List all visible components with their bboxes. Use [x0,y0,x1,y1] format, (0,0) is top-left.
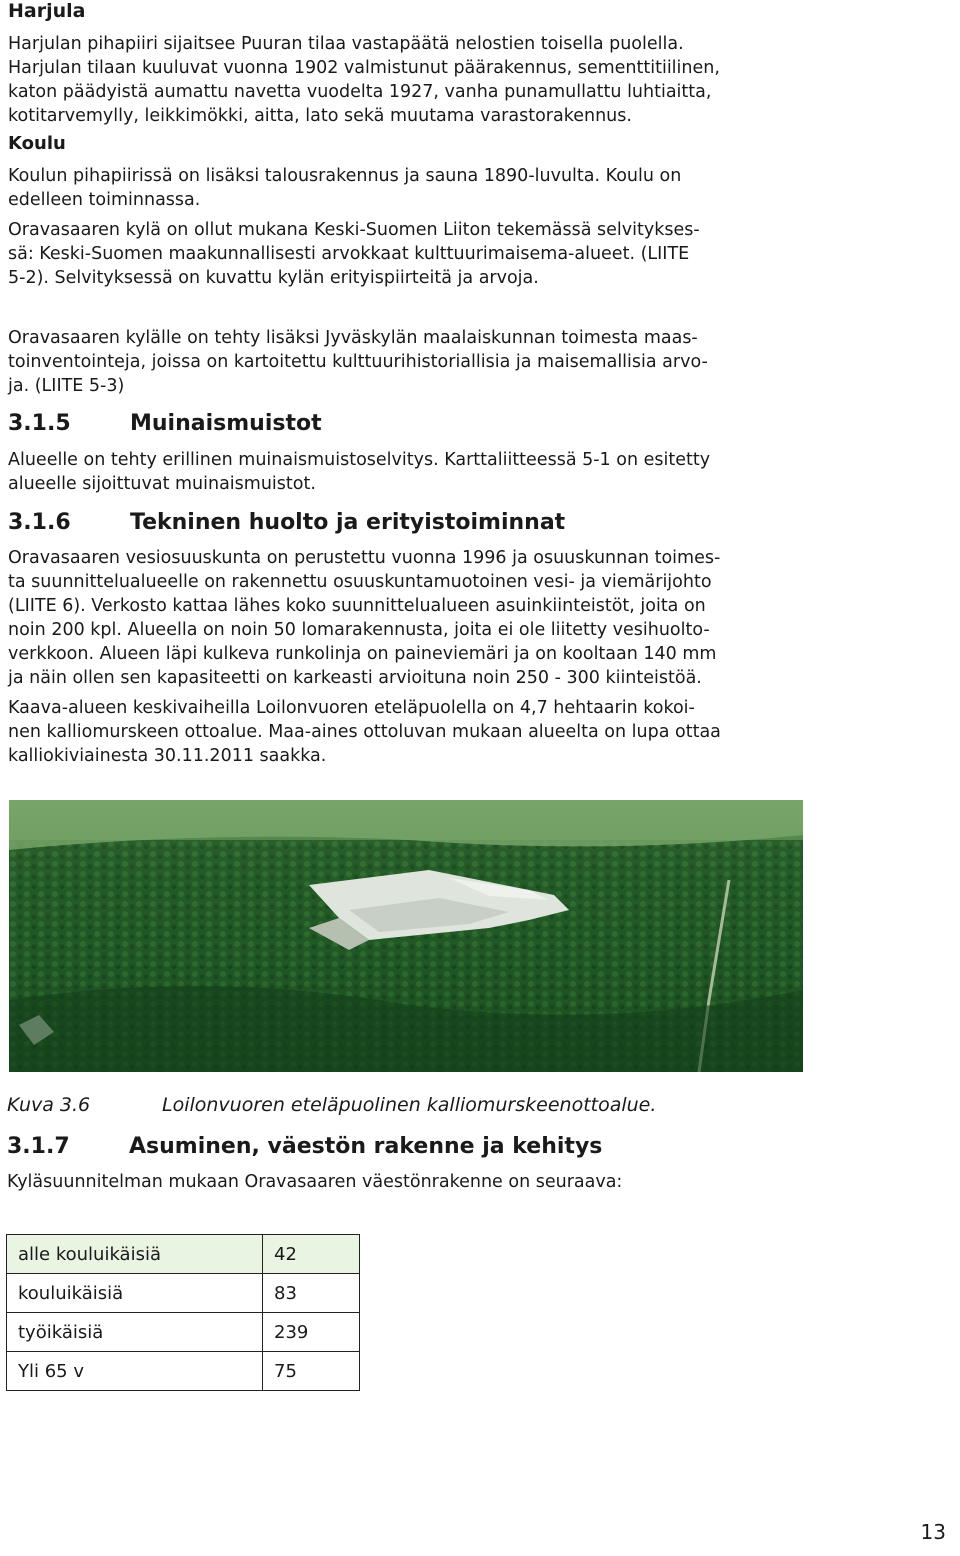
paragraph-harjula [8,32,828,128]
text-line: (LIITE 6). Verkosto kattaa lähes koko suunnittelualueen asuinkiinteistöt, joita on [8,596,706,616]
aerial-photo [9,800,803,1072]
text-line: nen kalliomurskeen ottoalue. Maa-aines ottoluvan mukaan alueelta on lupa ottaa [8,722,721,742]
table-cell-group: kouluikäisiä [7,1274,263,1313]
table-cell-count: 75 [263,1352,360,1391]
population-table [6,1234,360,1391]
page-number: 13 [920,1520,946,1544]
text-line: 5-2). Selvityksessä on kuvattu kylän erityispiirteitä ja arvoja. [8,268,539,288]
table-cell-count: 239 [263,1313,360,1352]
text-line: Alueelle on tehty erillinen muinaismuistoselvitys. Karttaliitteessä 5-1 on esitetty [8,450,711,470]
section-title: Asuminen, väestön rakenne ja kehitys [129,1134,603,1159]
paragraph-muinaismuistot [8,448,828,496]
text-line: katon päädyistä aumattu navetta vuodelta 1927, vanha punamullattu luhtiaitta, [8,82,712,102]
text-line: Kaava-alueen keskivaiheilla Loilonvuoren eteläpuolella on 4,7 hehtaarin kokoi- [8,698,695,718]
text-line: kotitarvemylly, leikkimökki, aitta, lato sekä muutama varastorakennus. [8,106,632,126]
section-number: 3.1.6 [8,510,71,535]
table-cell-count: 83 [263,1274,360,1313]
text-line: kalliokiviainesta 30.11.2011 saakka. [8,746,327,766]
paragraph-inventointi [8,326,828,398]
figure-caption [7,1094,656,1116]
text-line: Harjulan pihapiiri sijaitsee Puuran tilaa vastapäätä nelostien toisella puolella. [8,34,684,54]
population-intro: Kyläsuunnitelman mukaan Oravasaaren väestönrakenne on seuraava: [7,1172,623,1192]
table-cell-group: Yli 65 v [7,1352,263,1391]
heading-3-1-7 [7,1134,602,1159]
text-line: Harjulan tilaan kuuluvat vuonna 1902 valmistunut päärakennus, sementtitiilinen, [8,58,720,78]
text-line: Oravasaaren kylälle on tehty lisäksi Jyväskylän maalaiskunnan toimesta maas- [8,328,698,348]
text-line: ja näin ollen sen kapasiteetti on karkeasti arvioituna noin 250 - 300 kiinteistöä. [8,668,702,688]
text-line: toinventointeja, joissa on kartoitettu kulttuurihistoriallisia ja maisemallisia arvo- [8,352,708,372]
section-title: Muinaismuistot [130,411,322,436]
text-line: Oravasaaren kylä on ollut mukana Keski-Suomen Liiton tekemässä selvitykses- [8,220,700,240]
heading-koulu: Koulu [8,133,66,154]
heading-3-1-6 [8,510,565,535]
text-line: sä: Keski-Suomen maakunnallisesti arvokkaat kulttuurimaisema-alueet. (LIITE [8,244,690,264]
table-cell-group: työikäisiä [7,1313,263,1352]
text-line: Koulun pihapiirissä on lisäksi talousrakennus ja sauna 1890-luvulta. Koulu on [8,166,682,186]
heading-harjula: Harjula [8,0,86,22]
text-line: ja. (LIITE 5-3) [8,376,125,396]
section-number: 3.1.5 [8,411,71,436]
figure-label: Kuva 3.6 [7,1094,91,1116]
paragraph-selvitys [8,218,828,290]
section-number: 3.1.7 [7,1134,70,1159]
table-row [7,1352,360,1391]
text-line: edelleen toiminnassa. [8,190,201,210]
paragraph-ottoalue [8,696,828,768]
text-line: ta suunnittelualueelle on rakennettu osuuskuntamuotoinen vesi- ja viemärijohto [8,572,712,592]
text-line: verkkoon. Alueen läpi kulkeva runkolinja on paineviemäri ja on kooltaan 140 mm [8,644,717,664]
table-row [7,1274,360,1313]
quarry-aerial-image [9,800,803,1072]
text-line: Oravasaaren vesiosuuskunta on perustettu vuonna 1996 ja osuuskunnan toimes- [8,548,721,568]
table-row [7,1235,360,1274]
table-cell-group: alle kouluikäisiä [7,1235,263,1274]
table-row [7,1313,360,1352]
table-cell-count: 42 [263,1235,360,1274]
paragraph-koulu [8,164,828,212]
heading-3-1-5 [8,411,322,436]
text-line: noin 200 kpl. Alueella on noin 50 lomarakennusta, joita ei ole liitetty vesihuolto- [8,620,710,640]
paragraph-vesihuolto [8,546,828,690]
figure-caption-text: Loilonvuoren eteläpuolinen kalliomurskeenottoalue. [162,1094,657,1116]
section-title: Tekninen huolto ja erityistoiminnat [130,510,566,535]
text-line: alueelle sijoittuvat muinaismuistot. [8,474,316,494]
